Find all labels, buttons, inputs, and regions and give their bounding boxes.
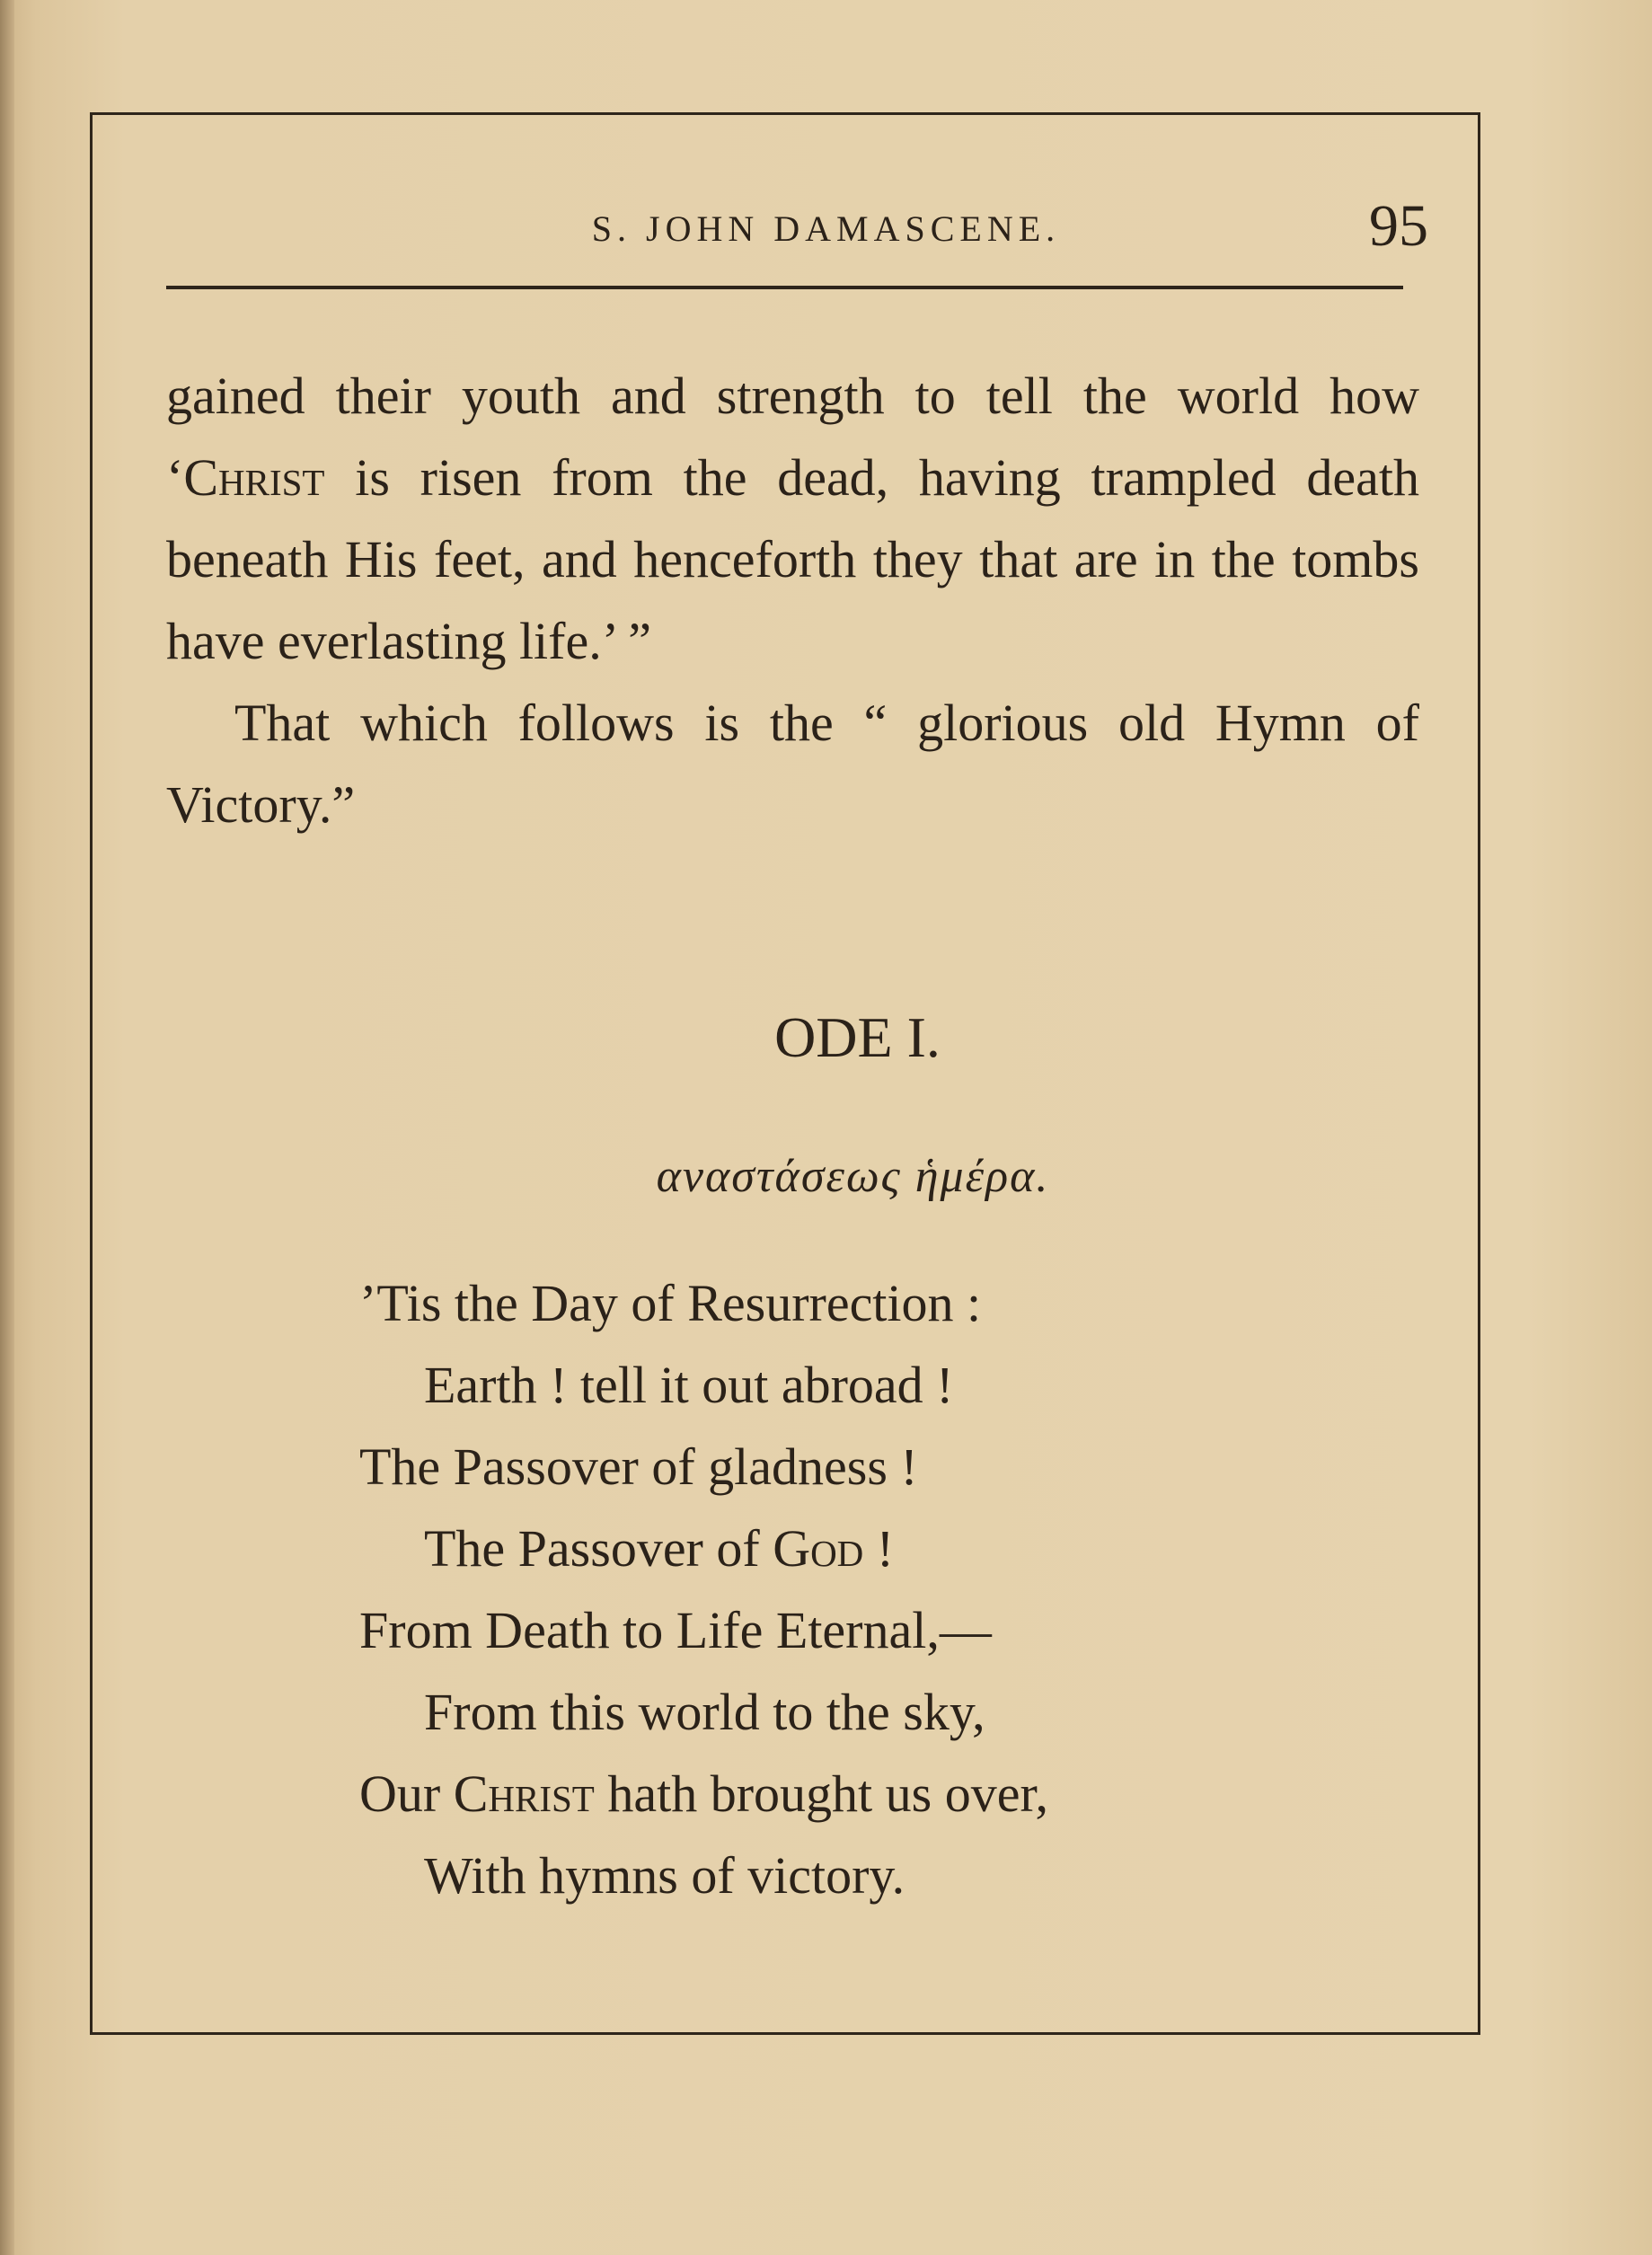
verse-line: The Passover of gladness !	[359, 1437, 918, 1496]
prose-text: is risen from the dead, having trampled death beneath His feet, and henceforth they that are in the tombs have everlasting life.’ ”	[166, 448, 1419, 670]
running-head	[0, 193, 1652, 259]
prose-body	[166, 355, 1419, 845]
hymn-verse	[359, 1262, 1392, 1916]
running-head-title: S. JOHN DAMASCENE.	[591, 208, 1061, 249]
prose-paragraph-2: That which follows is the “ glorious old Hymn of Victory.”	[166, 694, 1419, 834]
small-caps-name: Christ	[183, 448, 325, 507]
verse-line: ’Tis the Day of Resurrection :	[359, 1274, 982, 1332]
prose-text: gained their youth and strength to tell the world how ‘	[166, 367, 1419, 507]
verse-line: With hymns of victory.	[424, 1846, 906, 1905]
page-number: 95	[1369, 193, 1428, 259]
verse-line: The Passover of God !	[424, 1519, 895, 1578]
small-caps-name: Christ	[453, 1764, 595, 1823]
greek-subtitle: αναστάσεως ἡμέρα.	[656, 1151, 1050, 1202]
verse-line: Earth ! tell it out abroad !	[424, 1356, 954, 1414]
ode-title: ODE I.	[774, 1005, 941, 1069]
verse-line: Our Christ hath brought us over,	[359, 1764, 1048, 1823]
spine-shadow	[0, 0, 14, 2255]
verse-line: From Death to Life Eternal,—	[359, 1601, 992, 1659]
verse-line: From this world to the sky,	[424, 1683, 985, 1741]
header-rule	[166, 286, 1403, 289]
prose-paragraph-1	[166, 355, 1419, 682]
small-caps-name: God	[773, 1519, 864, 1578]
